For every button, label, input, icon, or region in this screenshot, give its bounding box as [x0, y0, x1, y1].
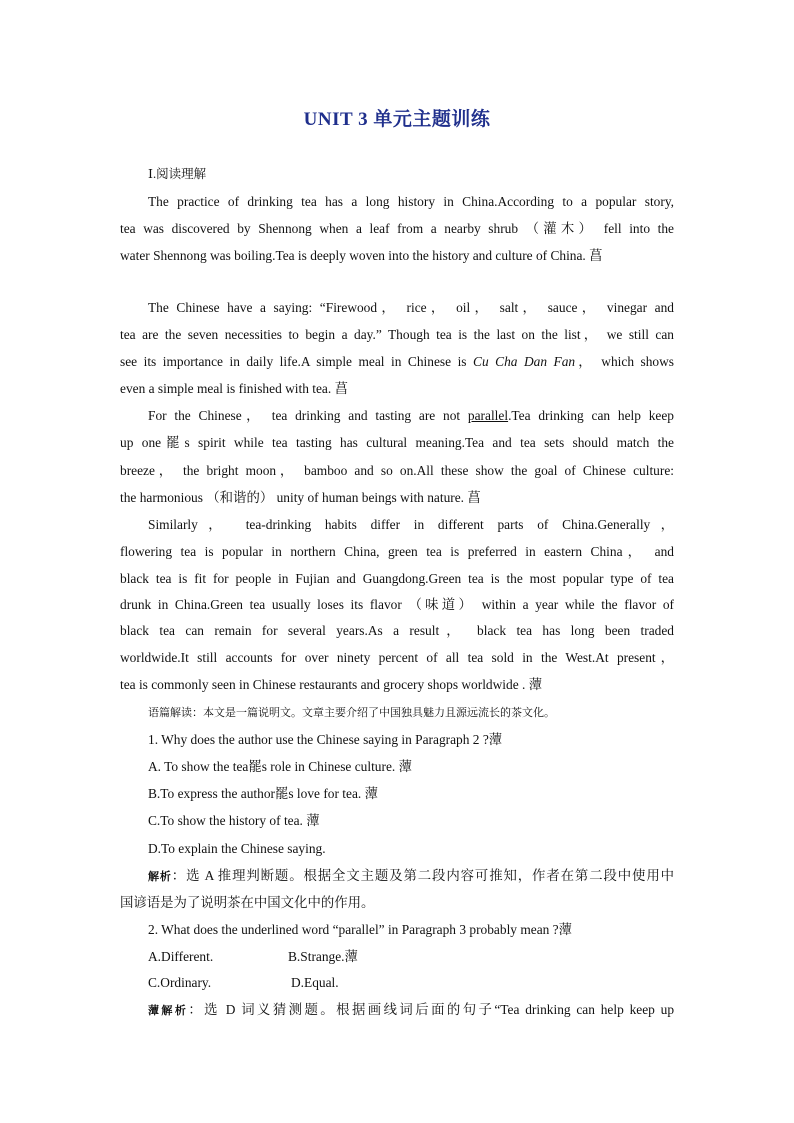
question-1-analysis-line-1 [148, 868, 674, 885]
question-2-options-row-2 [148, 975, 674, 991]
question-2-option-c: C.Ordinary. [148, 975, 212, 990]
question-2: 2. What does the underlined word “parallel” in Paragraph 3 probably mean ?藫 [148, 922, 573, 937]
question-1-option-d: D.To explain the Chinese saying. [148, 841, 326, 856]
question-1: 1. Why does the author use the Chinese saying in Paragraph 2 ?藫 [148, 732, 503, 747]
analysis-label: 解析 [148, 871, 172, 883]
underlined-word: parallel [467, 408, 509, 423]
question-1-analysis-line-2: 国谚语是为了说明茶在中国文化中的作用。 [120, 895, 375, 910]
question-1-option-c: C.To show the history of tea. 藫 [148, 813, 320, 828]
text: ， which shows [575, 354, 675, 369]
paragraph-2-line-3 [120, 354, 674, 370]
text: ：选 A 推理判断题。根据全文主题及第二段内容可推知，作者在第二段中使用中 [171, 868, 675, 883]
paragraph-4-line-4: drunk in China.Green tea usually loses its flavor （味道） within a year while the flavor of [120, 597, 674, 612]
paragraph-4-line-3: black tea is fit for people in Fujian and Guangdong.Green tea is the most popular type of tea [120, 571, 674, 586]
paragraph-3-line-4: the harmonious （和谐的） unity of human beings with nature. 菖 [120, 490, 481, 505]
paragraph-2-line-4: even a simple meal is finished with tea. 菖 [120, 381, 348, 396]
paragraph-2-line-1: The Chinese have a saying: “Firewood， rice， oil， salt， sauce， vinegar and [148, 300, 674, 315]
paragraph-4-line-6: worldwide.It still accounts for over ninety percent of all tea sold in the West.At present， [120, 650, 674, 665]
question-1-option-a: A. To show the tea罷s role in Chinese culture. 藫 [148, 759, 412, 774]
analysis-label: 藫解析 [148, 1005, 189, 1017]
paragraph-3-line-3: breeze， the bright moon， bamboo and so on.All these show the goal of Chinese culture: [120, 463, 674, 478]
pinyin-phrase: Cu Cha Dan Fan [473, 354, 576, 369]
text: .Tea drinking can help keep [508, 408, 674, 423]
section-heading: Ⅰ.阅读理解 [148, 167, 207, 181]
page-title: UNIT 3 单元主题训练 [303, 109, 491, 130]
text: see its importance in daily life.A simple meal in Chinese is [120, 354, 474, 369]
question-2-option-b: B.Strange.藫 [288, 949, 358, 964]
text: ：选 D 词义猜测题。根据画线词后面的句子“Tea drinking can help keep up [188, 1002, 675, 1017]
question-2-option-d: D.Equal. [291, 975, 339, 990]
passage-summary: 语篇解读：本文是一篇说明文。文章主要介绍了中国独具魅力且源远流长的茶文化。 [148, 707, 555, 719]
paragraph-1-line-1: The practice of drinking tea has a long history in China.According to a popular story, [148, 194, 674, 209]
paragraph-1-line-3: water Shennong was boiling.Tea is deeply woven into the history and culture of China. 菖 [120, 248, 603, 263]
paragraph-4-line-7: tea is commonly seen in Chinese restaurants and grocery shops worldwide . 藫 [120, 677, 543, 692]
paragraph-1-line-2: tea was discovered by Shennong when a leaf from a nearby shrub （灌木） fell into the [120, 221, 674, 236]
paragraph-3-line-2: up one罷s spirit while tea tasting has cultural meaning.Tea and tea sets should match the [120, 435, 674, 450]
paragraph-2-line-2: tea are the seven necessities to begin a day.” Though tea is the last on the list， we still can [120, 327, 674, 342]
paragraph-4-line-2: flowering tea is popular in northern China, green tea is preferred in eastern China， and [120, 544, 674, 559]
question-2-option-a: A.Different. [148, 949, 214, 964]
paragraph-4-line-5: black tea can remain for several years.As a result， black tea has long been traded [120, 623, 674, 638]
text: For the Chinese， tea drinking and tasting are not [148, 408, 468, 423]
question-2-analysis-line-1 [148, 1002, 674, 1019]
paragraph-3-line-1 [148, 408, 674, 424]
question-2-options-row-1 [148, 949, 674, 965]
paragraph-4-line-1: Similarly， tea-drinking habits differ in different parts of China.Generally， [148, 517, 674, 532]
question-1-option-b: B.To express the author罷s love for tea. 藫 [148, 786, 378, 801]
